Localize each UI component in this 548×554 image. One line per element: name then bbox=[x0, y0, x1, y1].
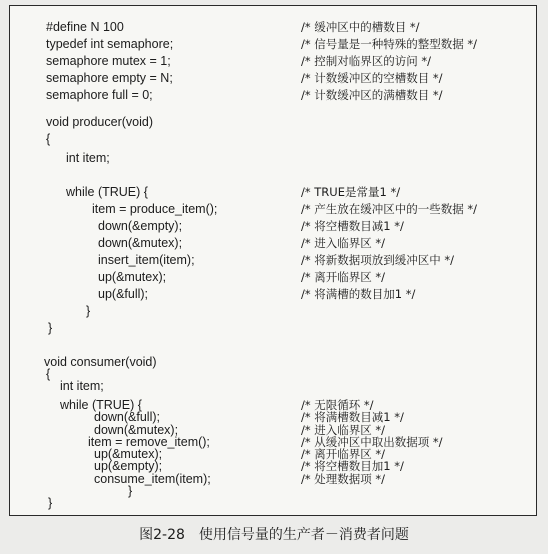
code-line: consume_item(item); bbox=[94, 471, 211, 486]
code-comment: /* 从缓冲区中取出数据项 */ bbox=[301, 434, 443, 449]
code-line: up(&mutex); bbox=[94, 447, 163, 462]
code-comment: /* 进入临界区 */ bbox=[301, 422, 386, 437]
code-comment: /* 进入临界区 */ bbox=[301, 236, 386, 250]
code-line: down(&mutex); bbox=[98, 236, 183, 250]
code-line: up(&empty); bbox=[94, 459, 163, 474]
code-line: down(&mutex); bbox=[94, 422, 179, 437]
code-line: semaphore mutex = 1; bbox=[46, 54, 171, 68]
code-line: semaphore empty = N; bbox=[46, 71, 173, 85]
code-comment: /* 处理数据项 */ bbox=[301, 471, 386, 486]
code-line: up(&full); bbox=[98, 287, 149, 301]
code-comment: /* 信号量是一种特殊的整型数据 */ bbox=[301, 37, 478, 51]
code-comment: /* 离开临界区 */ bbox=[301, 447, 386, 462]
code-line: item = remove_item(); bbox=[88, 434, 210, 449]
code-line: int item; bbox=[66, 151, 110, 165]
code-comment: /* 离开临界区 */ bbox=[301, 270, 386, 284]
code-line: void producer(void) bbox=[46, 115, 153, 129]
code-comment: /* 将满槽数目减1 */ bbox=[301, 410, 404, 425]
code-line: up(&mutex); bbox=[98, 270, 167, 284]
code-comment: /* 将空槽数目减1 */ bbox=[301, 219, 404, 233]
code-comment: /* 将新数据项放到缓冲区中 */ bbox=[301, 253, 455, 267]
code-line: typedef int semaphore; bbox=[46, 37, 174, 51]
code-listing-box bbox=[9, 5, 537, 516]
code-comment: /* 产生放在缓冲区中的一些数据 */ bbox=[301, 202, 478, 216]
code-comment: /* 控制对临界区的访问 */ bbox=[301, 54, 432, 68]
code-comment: /* 将空槽数目加1 */ bbox=[301, 459, 404, 474]
code-line: while (TRUE) { bbox=[60, 398, 142, 413]
code-line: while (TRUE) { bbox=[66, 185, 148, 199]
code-line: void consumer(void) bbox=[44, 354, 157, 369]
code-comment: /* 无限循环 */ bbox=[301, 398, 374, 413]
code-line: semaphore full = 0; bbox=[46, 88, 153, 102]
code-line: down(&full); bbox=[94, 410, 160, 425]
code-comment: /* 将满槽的数目加1 */ bbox=[301, 287, 416, 301]
figure-caption: 图2-28 使用信号量的生产者－消费者问题 bbox=[139, 527, 409, 543]
code-line: { bbox=[46, 367, 51, 382]
code-line: down(&empty); bbox=[98, 219, 183, 233]
code-comment: /* 计数缓冲区的空槽数目 */ bbox=[301, 71, 443, 85]
code-line: } bbox=[86, 304, 91, 318]
code-comment: /* TRUE是常量1 */ bbox=[301, 185, 401, 199]
code-line: } bbox=[48, 321, 53, 335]
code-line: insert_item(item); bbox=[98, 253, 195, 267]
code-line: item = produce_item(); bbox=[92, 202, 218, 216]
code-line: #define N 100 bbox=[46, 20, 124, 34]
code-comment: /* 计数缓冲区的满槽数目 */ bbox=[301, 88, 443, 102]
code-line: { bbox=[46, 132, 51, 146]
code-line: } bbox=[128, 483, 133, 498]
code-line: int item; bbox=[60, 379, 104, 394]
code-comment: /* 缓冲区中的槽数目 */ bbox=[301, 20, 420, 34]
code-line: } bbox=[48, 496, 53, 510]
